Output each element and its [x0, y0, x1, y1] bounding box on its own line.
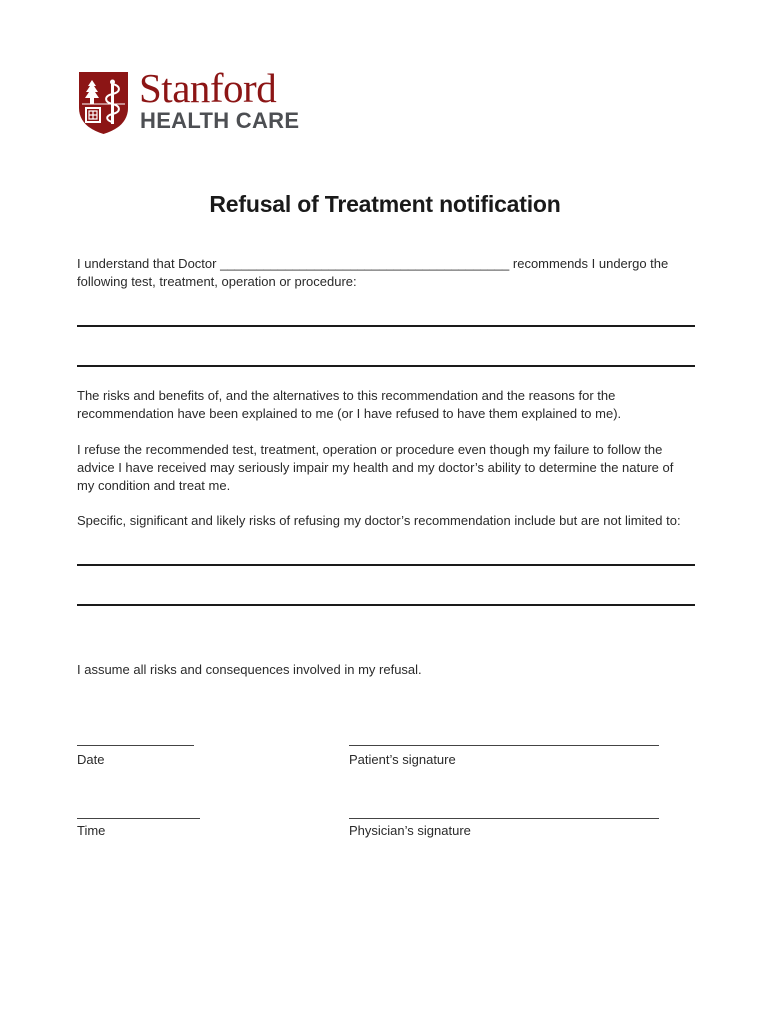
- procedure-line-1[interactable]: [77, 325, 695, 327]
- brand-name: Stanford: [139, 65, 277, 111]
- intro-line-2: following test, treatment, operation or procedure:: [77, 274, 357, 289]
- risks-line-1: The risks and benefits of, and the alternatives to this recommendation and the reasons for the: [77, 388, 616, 403]
- procedure-line-2[interactable]: [77, 365, 695, 367]
- physician-signature-field[interactable]: [349, 818, 659, 819]
- specific-risks-text: Specific, significant and likely risks of refusing my doctor’s recommendation include but are not limited to:: [77, 513, 681, 528]
- date-label: Date: [77, 752, 105, 767]
- physician-signature-label: Physician’s signature: [349, 823, 471, 838]
- risks-line-2: recommendation have been explained to me (or I have refused to have them explained to me).: [77, 406, 622, 421]
- intro-line-1: I understand that Doctor ________________________________________ recommends I undergo the: [77, 256, 669, 271]
- stanford-seal-icon: [77, 70, 130, 136]
- patient-signature-field[interactable]: [349, 745, 659, 746]
- refuse-line-1: I refuse the recommended test, treatment, operation or procedure even though my failure to follow the: [77, 442, 663, 457]
- brand-subtitle: HEALTH CARE: [140, 108, 300, 133]
- risks-line-field-2[interactable]: [77, 604, 695, 606]
- time-field[interactable]: [77, 818, 200, 819]
- refuse-line-3: my condition and treat me.: [77, 478, 231, 493]
- patient-signature-label: Patient’s signature: [349, 752, 456, 767]
- page-title: Refusal of Treatment notification: [209, 191, 561, 217]
- refuse-line-2: advice I have received may seriously impair my health and my doctor’s ability to determine the nature of: [77, 460, 674, 475]
- risks-line-field-1[interactable]: [77, 564, 695, 566]
- date-field[interactable]: [77, 745, 194, 746]
- stanford-health-care-logo: [77, 66, 307, 138]
- time-label: Time: [77, 823, 106, 838]
- assume-risks-text: I assume all risks and consequences involved in my refusal.: [77, 662, 422, 677]
